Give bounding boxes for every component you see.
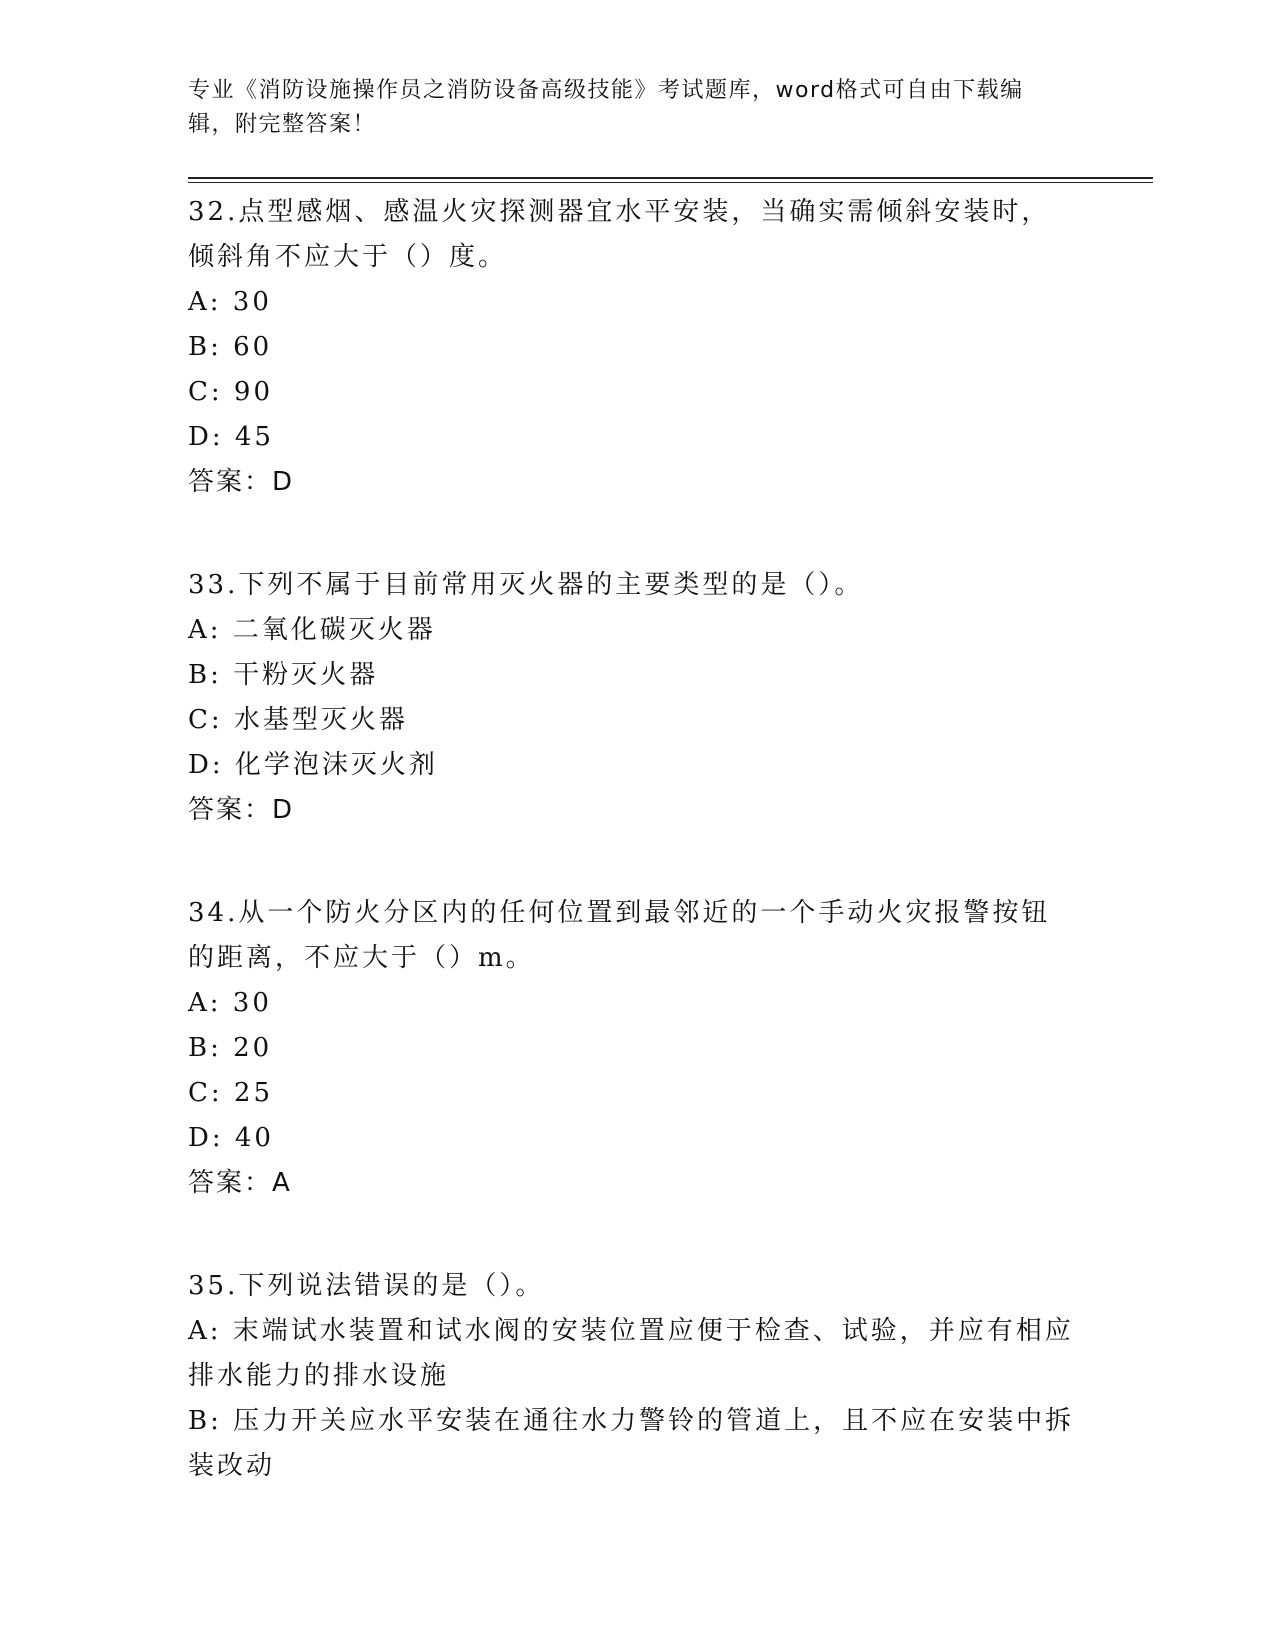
- page-header: 专业《消防设施操作员之消防设备高级技能》考试题库，word格式可自由下载编辑，附完整答案！: [188, 78, 1024, 137]
- option-a: A: 二氧化碳灭火器: [188, 615, 436, 645]
- option-b: B: 压力开关应水平安装在通往水力警铃的管道上，且不应在安装中拆装改动: [188, 1406, 1075, 1481]
- question-list: [188, 190, 1078, 1547]
- option-b: B: 60: [188, 332, 273, 362]
- option-d: D: 40: [188, 1123, 274, 1153]
- option-d: D: 化学泡沫灭火剂: [188, 750, 438, 780]
- question-item: [188, 1264, 1078, 1489]
- answer-text: 答案：A: [188, 1168, 292, 1198]
- header-divider-thin: [188, 182, 1153, 183]
- option-c: C: 水基型灭火器: [188, 705, 408, 735]
- option-c: C: 25: [188, 1078, 274, 1108]
- answer-text: 答案：D: [188, 795, 295, 825]
- option-b: B: 干粉灭火器: [188, 660, 379, 690]
- question-item: [188, 891, 1078, 1206]
- answer-text: 答案：D: [188, 467, 295, 497]
- question-text: 33.下列不属于目前常用灭火器的主要类型的是（）。: [188, 570, 864, 600]
- option-a: A: 末端试水装置和试水阀的安装位置应便于检查、试验，并应有相应排水能力的排水设施: [188, 1316, 1074, 1391]
- option-d: D: 45: [188, 422, 274, 452]
- option-a: A: 30: [188, 988, 272, 1018]
- question-text: 32.点型感烟、感温火灾探测器宜水平安装，当确实需倾斜安装时，倾斜角不应大于（）度。: [188, 197, 1051, 272]
- header-divider-thick: [188, 177, 1153, 179]
- question-text: 35.下列说法错误的是（）。: [188, 1271, 545, 1301]
- option-b: B: 20: [188, 1033, 273, 1063]
- option-a: A: 30: [188, 287, 272, 317]
- question-item: [188, 190, 1078, 505]
- question-item: [188, 563, 1078, 833]
- option-c: C: 90: [188, 377, 274, 407]
- question-text: 34.从一个防火分区内的任何位置到最邻近的一个手动火灾报警按钮的距离，不应大于（）m。: [188, 898, 1051, 973]
